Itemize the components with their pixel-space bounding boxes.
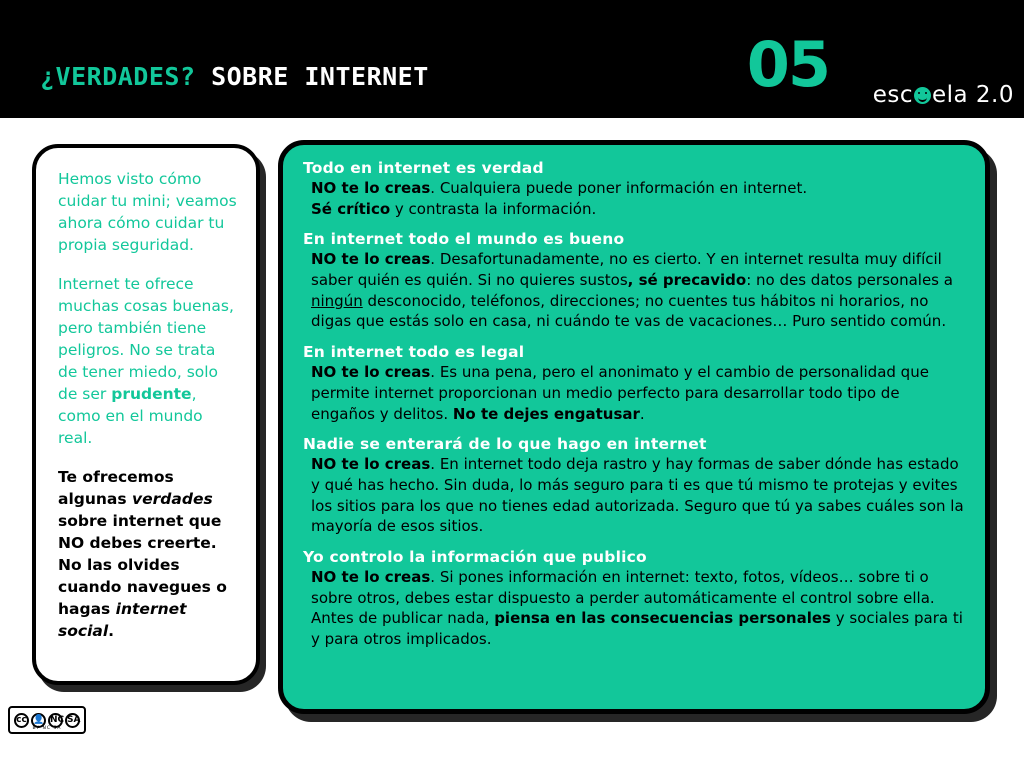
cc-sa-icon: SA	[65, 713, 80, 728]
intro-paragraph-2-c: , como en el mundo real.	[58, 385, 203, 447]
myth-body-bold: NO te lo creas	[311, 363, 431, 382]
myth-item	[303, 548, 967, 650]
myth-title: Yo controlo la información que publico	[303, 547, 647, 566]
myth-body-bold: NO te lo creas	[311, 567, 431, 586]
myth-title: Todo en internet es verdad	[303, 159, 544, 177]
content-stage	[0, 118, 1024, 768]
myths-panel	[278, 140, 990, 714]
myth-title: En internet todo el mundo es bueno	[303, 230, 625, 249]
cc-nc-icon: NC	[48, 713, 63, 728]
myth-body-underline: ningún	[311, 291, 363, 310]
myth-body-text: . En internet todo deja rastro y hay formas de saber dónde has estado y qué has hecho. Sin duda, lo más seguro para ti es que tú mismo te protejas y evites los sitios para los que no tienes edad autorizada. Seguro que tú ya sabes cuáles son la mayoría de esos sitios.	[311, 455, 964, 536]
brand-logo	[873, 82, 1014, 108]
page-header	[0, 0, 1024, 118]
myth-body-bold-2: , sé precavido	[627, 271, 747, 290]
intro-paragraph-2-bold: prudente	[111, 385, 192, 403]
myth-body-bold-2: Sé crítico	[311, 199, 391, 218]
myth-body-bold-2: piensa en las consecuencias personales	[494, 609, 831, 628]
myth-body-text-2: : no des datos personales a	[746, 271, 953, 290]
intro-card	[32, 144, 260, 685]
brand-text-after: ela 2.0	[931, 82, 1014, 108]
myth-item	[303, 343, 967, 424]
intro-paragraph-3	[58, 466, 238, 642]
myth-body-text: . Desafortunadamente, no es cierto. Y en internet resulta muy difícil saber quién es quién. Si no quieres sustos	[311, 250, 942, 290]
intro-paragraph-3-a: Te ofrecemos algunas	[58, 468, 174, 508]
page-title	[40, 62, 429, 91]
myth-body	[311, 178, 967, 219]
creative-commons-badge[interactable]	[8, 706, 86, 734]
myth-body-text: . Es una pena, pero el anonimato y el cambio de personalidad que permite internet proporcionan un medio perfecto para desarrollar todo tipo de engaños y delitos.	[311, 363, 929, 423]
myth-item	[303, 159, 967, 219]
myth-body-text-2: .	[639, 404, 645, 423]
page-title-rest: SOBRE INTERNET	[195, 62, 429, 91]
intro-paragraph-3-c: sobre internet que NO debes creerte. No las olvides cuando navegues o hagas	[58, 512, 227, 618]
intro-paragraph-2	[58, 273, 238, 449]
intro-paragraph-3-italic-2: internet social	[58, 600, 187, 640]
intro-paragraph-3-e: .	[108, 622, 115, 640]
myth-body	[311, 249, 967, 332]
myth-body-bold: NO te lo creas	[311, 179, 431, 197]
cc-by-icon: 👤	[31, 713, 46, 728]
myth-body	[311, 567, 967, 650]
section-number: 05	[746, 28, 829, 101]
myth-body-bold: NO te lo creas	[311, 250, 431, 269]
myth-body-text-2: y contrasta la información.	[390, 199, 597, 218]
myth-title: Nadie se enterará de lo que hago en internet	[303, 435, 707, 454]
myth-body	[311, 362, 967, 424]
myth-item	[303, 435, 967, 537]
myth-body-text-2: y sociales para ti y para otros implicados.	[311, 609, 963, 648]
myth-item	[303, 230, 967, 332]
cc-caption: BY NC SA	[32, 726, 62, 731]
myth-body-text-3: desconocido, teléfonos, direcciones; no cuentes tus hábitos ni horarios, no digas que estás solo en casa, ni cuándo te vas de vacaciones… Puro sentido común.	[311, 291, 947, 331]
myth-body	[311, 454, 967, 537]
cc-icon: cc	[14, 713, 29, 728]
intro-paragraph-3-italic-1: verdades	[132, 490, 213, 508]
myth-title: En internet todo es legal	[303, 343, 525, 362]
myth-body-text: . Si pones información en internet: texto, fotos, vídeos… sobre ti o sobre otros, debes estar dispuesto a perder automáticamente el control sobre ella. Antes de publicar nada,	[311, 567, 935, 628]
myth-body-bold-2: No te dejes engatusar	[452, 404, 640, 423]
intro-paragraph-2-a: Internet te ofrece muchas cosas buenas, pero también tiene peligros. No se trata de tener miedo, solo de ser	[58, 275, 234, 403]
myth-body-bold: NO te lo creas	[311, 455, 431, 474]
myth-body-text: . Cualquiera puede poner información en internet.	[430, 179, 808, 197]
brand-text-before: esc	[872, 82, 913, 108]
page-title-highlight: ¿VERDADES?	[40, 62, 196, 91]
intro-paragraph-1: Hemos visto cómo cuidar tu mini; veamos ahora cómo cuidar tu propia seguridad.	[58, 170, 237, 254]
smiley-icon	[914, 87, 931, 104]
